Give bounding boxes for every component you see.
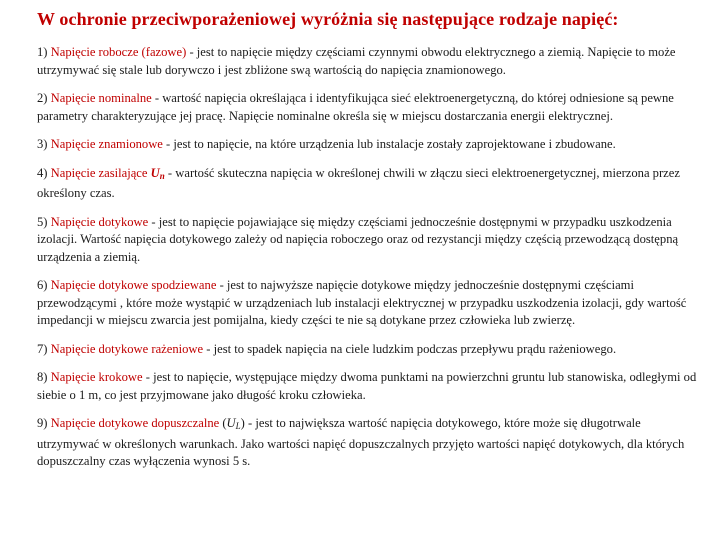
item-term: Napięcie dotykowe: [50, 214, 149, 229]
item-number: 6): [37, 278, 48, 292]
item-text: - wartość skuteczna napięcia w określonej chwili w złączu sieci elektroenergetycznej, mierzona przez określony czas.: [37, 165, 680, 200]
item-number: 8): [37, 370, 48, 384]
item-symbol: $U_L$: [226, 416, 241, 431]
item-text: - jest to napięcie, na które urządzenia lub instalacje zostały zaprojektowane i zbudowane.: [162, 137, 616, 151]
item-term: Napięcie robocze (fazowe): [50, 45, 187, 59]
item-term: Napięcie znamionowe: [50, 137, 163, 151]
item-term: Napięcie zasilające: [50, 165, 148, 180]
item-text: - jest to najwyższe napięcie dotykowe między jednocześnie dostępnymi częściami przewodzącymi , które może wystąpić w urządzeniach lub instalacji elektrycznej w przypadku uszkodzenia izolacji, gdy wartość impedancji w miejscu zwarcia jest pomijalna, kiedy części te nie są dotykane przez człowieka lub zwierzę.: [37, 278, 687, 327]
list-item-9: [37, 415, 700, 471]
item-term: Napięcie dotykowe spodziewane: [50, 278, 217, 292]
item-number: 7): [37, 341, 48, 356]
list-item-4: [37, 165, 700, 203]
item-symbol-close: ): [240, 416, 245, 430]
list-item-5: [37, 214, 700, 267]
list-item-7: [37, 341, 700, 359]
item-symbol-open: (: [219, 416, 227, 430]
list-item-2: [37, 90, 700, 125]
item-number: 1): [37, 45, 48, 59]
item-text: - jest to napięcie między częściami czynnymi obwodu elektrycznego a ziemią. Napięcie to może utrzymywać się stale lub dorywczo i jest zbliżone swą wartością do napięcia znamionowego.: [37, 45, 676, 77]
list-item-6: [37, 277, 700, 330]
item-number: 9): [37, 416, 48, 430]
item-number: 2): [37, 91, 48, 105]
item-text: - jest to spadek napięcia na ciele ludzkim podczas przepływu prądu rażeniowego.: [203, 341, 617, 356]
page-title: W ochronie przeciwporażeniowej wyróżnia się następujące rodzaje napięć:: [37, 9, 619, 29]
item-number: 4): [37, 165, 48, 180]
item-term: Napięcie krokowe: [50, 370, 143, 384]
item-number: 5): [37, 214, 48, 229]
item-term: Napięcie nominalne: [50, 91, 152, 105]
list-item-1: [37, 44, 700, 79]
item-text: - jest to największa wartość napięcia dotykowego, które może się długotrwale utrzymywać w określonych warunkach. Jako wartości napięć dopuszczalnych przyjęto wartości napięć dotykowych, dla których dopuszczalny czas wyłączenia wynosi 5 s.: [37, 416, 685, 468]
item-text: - jest to napięcie, występujące między dwoma punktami na powierzchni gruntu lub stanowiska, odległymi od siebie o 1 m, co jest przyjmowane jako długość kroku człowieka.: [37, 370, 697, 402]
list-item-8: [37, 369, 700, 404]
item-term: Napięcie dotykowe rażeniowe: [50, 341, 204, 356]
item-text: - wartość napięcia określająca i identyfikująca sieć elektroenergetyczną, do której odniesione są pewne parametry charakteryzujące jej pracę. Napięcie nominalne określa się w miejscu dostarczania energii elektrycznej.: [37, 91, 674, 123]
item-text: - jest to napięcie pojawiające się między częściami jednocześnie dostępnymi w przypadku uszkodzenia izolacji. Wartość napięcia dotykowego zależy od napięcia roboczego oraz od rezystancji między częścią przewodzącą dostępną urządzenia a ziemią.: [37, 214, 679, 264]
item-term: Napięcie dotykowe dopuszczalne: [50, 416, 220, 430]
item-symbol: $U_n$: [150, 165, 165, 181]
list-item-3: [37, 136, 700, 154]
item-number: 3): [37, 137, 48, 151]
